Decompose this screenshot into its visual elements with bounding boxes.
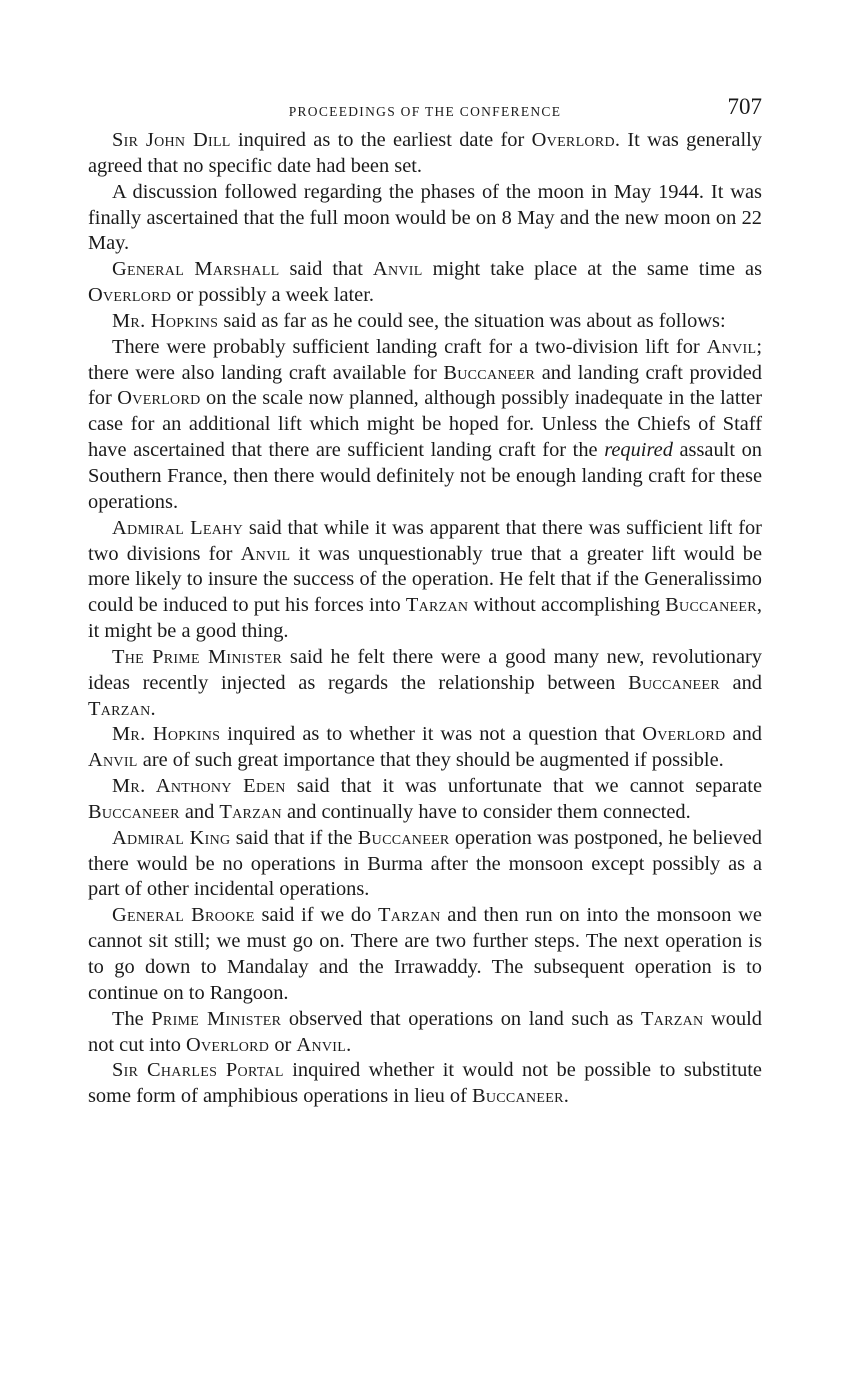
paragraph-moon-phases [88, 180, 762, 258]
text-run: said that while it was apparent that there was sufficient lift for two divisions for [88, 516, 762, 565]
page-header [88, 92, 762, 128]
text-run: . [150, 697, 156, 720]
paragraph-hopkins-situation [88, 309, 762, 335]
paragraph-leahy-lift [88, 516, 762, 645]
body-text [88, 128, 762, 1110]
text-run: and [725, 723, 762, 746]
paragraph-hopkins-augment [88, 722, 762, 774]
text-run: observed that operations on land such as [281, 1007, 641, 1030]
text-run: inquired whether it would not be possible to substitute some form of amphibious operations in lieu of [88, 1059, 762, 1108]
text-run: inquired as to the earliest date for [230, 129, 532, 151]
page-number: 707 [727, 94, 762, 119]
speaker-or-codename: Tarzan [640, 1007, 704, 1030]
speaker-or-codename: Buccaneer [443, 361, 536, 384]
paragraph-landing-craft [88, 335, 762, 516]
speaker-or-codename: Overlord [642, 723, 726, 746]
text-run: or [269, 1033, 297, 1056]
paragraph-eden-separate [88, 774, 762, 826]
speaker-or-codename: General Brooke [112, 904, 255, 927]
speaker-or-codename: Mr. Hopkins [112, 309, 219, 332]
text-run: it was unquestionably true that a greater lift would be more likely to insure the success of the operation. He felt that if the Generalissimo could be induced to put his forces into [88, 542, 762, 617]
speaker-or-codename: Buccaneer [88, 800, 180, 823]
paragraph-dill-overlord-date [88, 128, 762, 180]
text-run: ; there were also landing craft available for [88, 335, 762, 384]
speaker-or-codename: Sir John Dill [112, 129, 231, 151]
text-run: on the scale now planned, although possibly inadequate in the latter case for an additional lift which might be hoped for. Unless the Chiefs of Staff have ascertained that there are sufficient landing craft for the [88, 387, 762, 462]
speaker-or-codename: Buccaneer [628, 671, 720, 694]
text-run: operation was postponed, he believed there would be no operations in Burma after the monsoon except possibly as a part of other incidental operations. [88, 826, 762, 901]
text-run: are of such great importance that they should be augmented if possible. [137, 749, 724, 772]
speaker-or-codename: Buccaneer [471, 1085, 564, 1108]
speaker-or-codename: Mr. Hopkins [112, 723, 221, 746]
paragraph-brooke-rangoon [88, 903, 762, 1006]
text-run: . [346, 1033, 352, 1056]
document-page [88, 92, 762, 1110]
paragraph-marshall-anvil [88, 257, 762, 309]
speaker-or-codename: Anvil [296, 1033, 347, 1056]
speaker-or-codename: Tarzan [378, 904, 441, 927]
speaker-or-codename: Overlord [531, 129, 615, 151]
speaker-or-codename: Prime Minister [151, 1007, 282, 1030]
text-run: and continually have to consider them connected. [281, 800, 691, 823]
emphasis-text: required [604, 439, 673, 462]
text-run: and then run on into the monsoon we cannot sit still; we must go on. There are two further steps. The next operation is to go down to Mandalay and the Irrawaddy. The subsequent operation is to continue on to Rangoon. [88, 904, 762, 1004]
text-run: would not cut into [88, 1007, 763, 1056]
text-run: or possibly a week later. [171, 284, 374, 307]
text-run: said that it was unfortunate that we cannot separate [285, 775, 762, 798]
paragraph-king-burma [88, 826, 762, 904]
speaker-or-codename: Buccaneer [665, 594, 757, 617]
text-run: inquired as to whether it was not a question that [220, 723, 643, 746]
speaker-or-codename: The Prime Minister [112, 645, 283, 668]
text-run: . [563, 1085, 569, 1108]
speaker-or-codename: Tarzan [88, 697, 151, 720]
text-run: said as far as he could see, the situation was about as follows: [218, 309, 726, 332]
speaker-or-codename: Sir Charles Portal [112, 1059, 284, 1082]
text-run: . It was generally agreed that no specific date had been set. [88, 129, 763, 177]
speaker-or-codename: Admiral Leahy [112, 516, 243, 539]
text-run: assault on Southern France, then there would definitely not be enough landing craft for these operations. [88, 439, 762, 513]
paragraph-portal-amphibious [88, 1058, 762, 1110]
text-run: and [179, 800, 220, 823]
speaker-or-codename: Mr. Anthony Eden [112, 775, 286, 798]
speaker-or-codename: Anvil [372, 258, 423, 281]
running-head: PROCEEDINGS OF THE CONFERENCE [288, 104, 562, 119]
text-run: A discussion followed regarding the phases of the moon in May 1944. It was finally ascertained that the full moon would be on 8 May and the new moon on 22 May. [88, 180, 762, 255]
paragraph-prime-minister-ideas [88, 645, 762, 723]
speaker-or-codename: Tarzan [405, 594, 469, 617]
speaker-or-codename: Anvil [88, 749, 138, 772]
text-run: The [112, 1007, 152, 1030]
text-run: without accomplishing [468, 594, 666, 617]
text-run: and [719, 671, 763, 694]
speaker-or-codename: General Marshall [112, 258, 280, 281]
text-run: There were probably sufficient landing craft for a two-division lift for [112, 335, 707, 358]
paragraph-prime-minister-land-ops [88, 1007, 762, 1059]
speaker-or-codename: Tarzan [219, 800, 282, 823]
text-run: and landing craft provided for [88, 361, 762, 410]
speaker-or-codename: Admiral King [112, 826, 231, 849]
text-run: said that if the [230, 826, 358, 849]
text-run: said that [279, 258, 373, 281]
speaker-or-codename: Anvil [240, 542, 291, 565]
speaker-or-codename: Overlord [88, 284, 172, 307]
text-run: said he felt there were a good many new, revolutionary ideas recently injected as regards the relationship between [88, 645, 762, 694]
speaker-or-codename: Overlord [117, 387, 201, 410]
text-run: said if we do [254, 904, 379, 927]
speaker-or-codename: Buccaneer [357, 826, 450, 849]
speaker-or-codename: Overlord [185, 1033, 270, 1056]
speaker-or-codename: Anvil [706, 335, 757, 358]
text-run: , it might be a good thing. [88, 594, 762, 643]
text-run: might take place at the same time as [422, 258, 763, 281]
